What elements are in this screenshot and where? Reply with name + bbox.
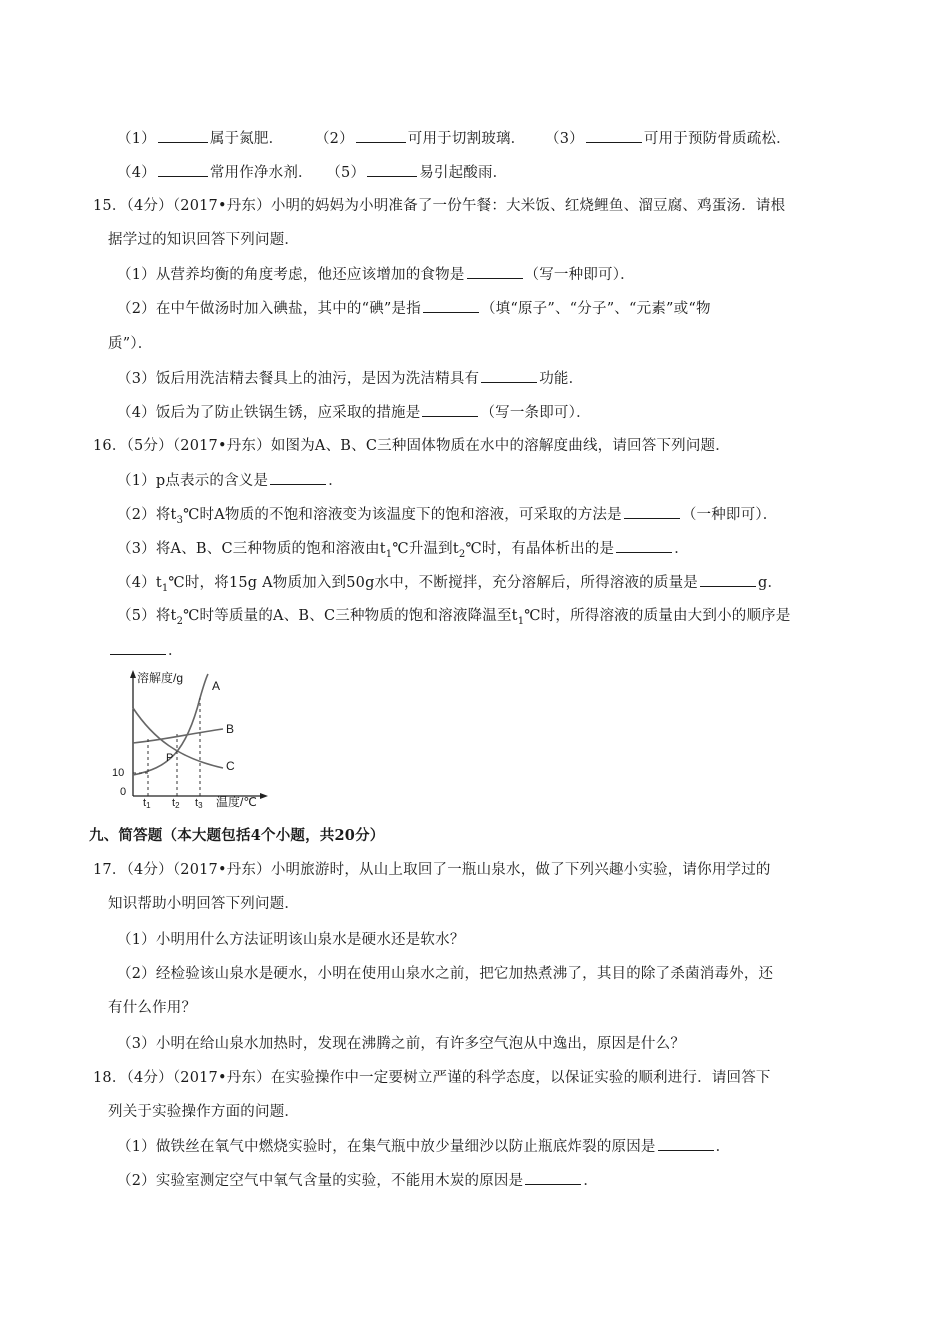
q15-sub-3: （3）饭后用洗洁精去餐具上的油污，是因为洗洁精具有 功能．: [117, 368, 583, 389]
q18-sub-1: （1）做铁丝在氧气中燃烧实验时，在集气瓶中放少量细沙以防止瓶底炸裂的原因是 ．: [117, 1136, 730, 1157]
origin-label: 0: [120, 786, 127, 798]
answer-blank[interactable]: [700, 572, 756, 587]
curve-c: [133, 708, 223, 768]
q17-stem-2: 知识帮助小明回答下列问题．: [108, 896, 300, 912]
y-tick-10: 10: [112, 767, 125, 779]
q14-line-1: [117, 128, 791, 149]
q15-sub-2-cont: 质”）．: [108, 336, 153, 352]
q16-stem: 16．（5分）（2017•丹东）如图为A、B、C三种固体物质在水中的溶解度曲线，请回答下列问题．: [93, 438, 730, 454]
q17-sub-3: （3）小明在给山泉水加热时，发现在沸腾之前，有许多空气泡从中逸出，原因是什么？: [117, 1036, 686, 1052]
answer-blank[interactable]: [658, 1136, 714, 1151]
q15-sub-1: （1）从营养均衡的角度考虑，他还应该增加的食物是 （写一种即可）．: [117, 264, 635, 285]
answer-blank[interactable]: [624, 504, 680, 519]
answer-blank[interactable]: [616, 538, 672, 553]
x-tick-t1: t1: [143, 797, 151, 808]
answer-blank[interactable]: [481, 368, 537, 383]
q17-sub-1: （1）小明用什么方法证明该山泉水是硬水还是软水？: [117, 932, 465, 948]
q18-stem-2: 列关于实验操作方面的问题．: [108, 1104, 300, 1120]
q18-sub-2: （2）实验室测定空气中氧气含量的实验，不能用木炭的原因是 ．: [117, 1170, 598, 1191]
label-c: C: [226, 759, 235, 773]
q14-item-1-label: （1）: [117, 131, 156, 147]
x-tick-t2: t2: [172, 797, 180, 808]
q14-item-3-text: 可用于预防骨质疏松．: [643, 131, 791, 147]
q16-sub-5-cont: ．: [108, 640, 183, 661]
q16-sub-3: （3）将A、B、C三种物质的饱和溶液由$t_1℃$升温到$t_2℃$时，有晶体析出的是 ．: [117, 538, 689, 565]
q16-sub-1: （1）p点表示的含义是 ．: [117, 470, 343, 491]
q15-sub-2: （2）在中午做汤时加入碘盐，其中的“碘”是指 （填“原子”、“分子”、“元素”或“物: [117, 298, 711, 319]
answer-blank[interactable]: [158, 162, 208, 177]
x-axis-arrow: [260, 793, 268, 799]
q14-item-4-label: （4）: [117, 165, 156, 181]
q14-item-4-text: 常用作净水剂．: [209, 165, 313, 181]
label-b: B: [226, 722, 235, 736]
q17-sub-2-cont: 有什么作用？: [108, 1000, 197, 1016]
y-axis-label: 溶解度/g: [137, 671, 184, 685]
q14-item-5-label: （5）: [326, 165, 366, 181]
curve-b: [133, 729, 223, 743]
q14-item-5-text: 易引起酸雨．: [419, 165, 508, 181]
answer-blank[interactable]: [422, 402, 478, 417]
answer-blank[interactable]: [158, 128, 208, 143]
q16-sub-2: （2）将$t_3℃$时A物质的不饱和溶液变为该温度下的饱和溶液，可采取的方法是 （一种即可）．: [117, 504, 777, 531]
answer-blank[interactable]: [270, 470, 326, 485]
q14-item-2-text: 可用于切割玻璃．: [407, 131, 526, 147]
q14-item-2-label: （2）: [314, 131, 354, 147]
x-axis-label: 温度/℃: [216, 795, 257, 808]
q15-sub-4: （4）饭后为了防止铁锅生锈，应采取的措施是 （写一条即可）．: [117, 402, 591, 423]
q17-stem-1: 17．（4分）（2017•丹东）小明旅游时，从山上取回了一瓶山泉水，做了下列兴趣小实验，请你用学过的: [93, 862, 771, 878]
q16-sub-4: $(4)t_1℃$时，将15g A物质加入到50g水中，不断搅拌，充分溶解后，所得溶液的质量是 g．: [117, 572, 782, 599]
solubility-curve-graph: [108, 668, 278, 808]
section-heading: 九、简答题（本大题包括4个小题，共20分）: [89, 827, 385, 844]
label-p: P: [166, 752, 174, 764]
q18-stem-1: 18．（4分）（2017•丹东）在实验操作中一定要树立严谨的科学态度，以保证实验的顺利进行．请回答下: [93, 1070, 771, 1086]
answer-blank[interactable]: [423, 298, 479, 313]
y-axis-arrow: [130, 670, 136, 678]
q16-sub-5: （5）将$t_2℃$时等质量的A、B、C三种物质的饱和溶液降温至$t_1℃$时，所得溶液的质量由大到小的顺序是: [117, 608, 791, 627]
q15-stem-1: 15．（4分）（2017•丹东）小明的妈妈为小明准备了一份午餐：大米饭、红烧鲤鱼、溜豆腐、鸡蛋汤．请根: [93, 198, 786, 214]
answer-blank[interactable]: [467, 264, 523, 279]
answer-blank[interactable]: [367, 162, 417, 177]
answer-blank[interactable]: [110, 640, 166, 655]
answer-blank[interactable]: [586, 128, 642, 143]
q14-item-1-text: 属于氮肥．: [209, 131, 284, 147]
q14-line-2: [117, 162, 507, 183]
answer-blank[interactable]: [356, 128, 406, 143]
q15-stem-2: 据学过的知识回答下列问题．: [108, 232, 300, 248]
label-a: A: [212, 679, 221, 693]
q17-sub-2: （2）经检验该山泉水是硬水，小明在使用山泉水之前，把它加热煮沸了，其目的除了杀菌消毒外，还: [117, 966, 774, 982]
q14-item-3-label: （3）: [545, 131, 584, 147]
x-tick-t3: t3: [195, 797, 203, 808]
answer-blank[interactable]: [525, 1170, 581, 1185]
